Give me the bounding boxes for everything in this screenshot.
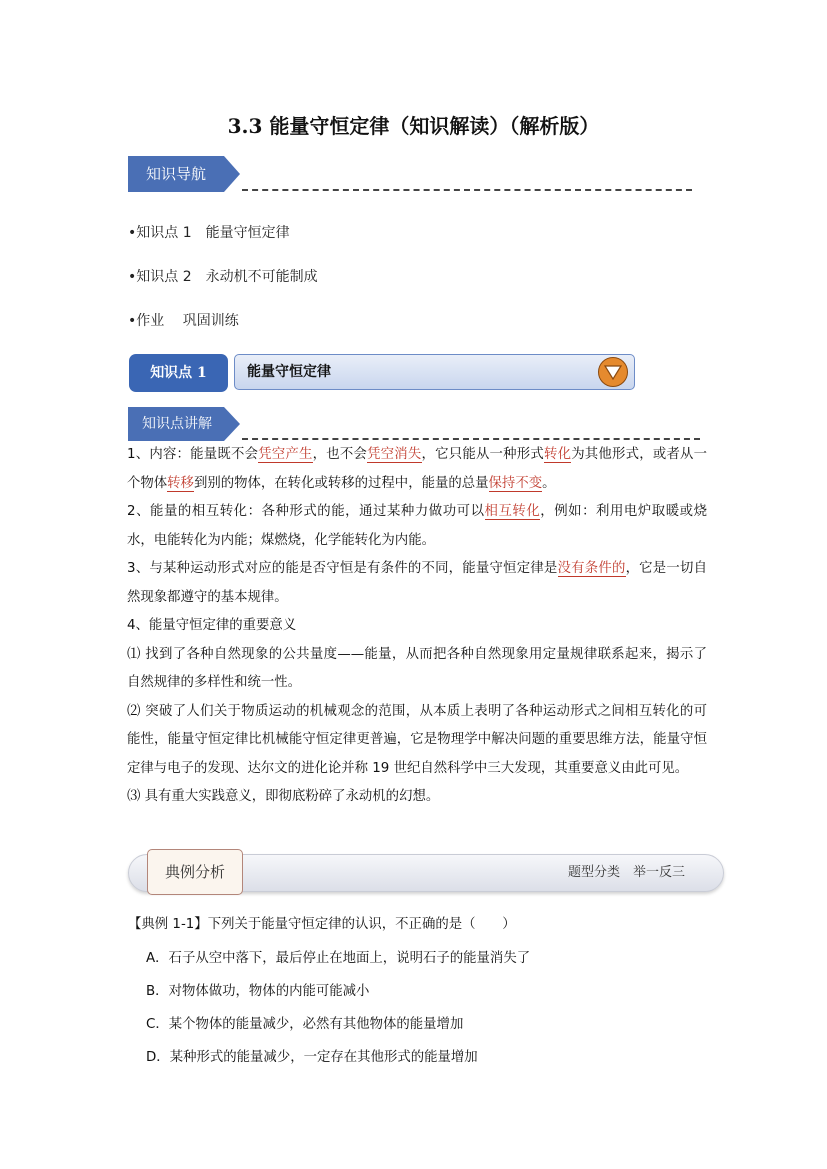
knowledge-point-title: 能量守恒定律 — [247, 364, 331, 380]
nav-item-2[interactable]: •知识点 2 永动机不可能制成 — [128, 269, 318, 285]
knowledge-point-badge: 知识点 1 — [129, 354, 228, 392]
paragraph-conversion: 2、能量的相互转化：各种形式的能，通过某种力做功可以相互转化，例如：利用电炉取暖或烧水，电能转化为内能；煤燃烧，化学能转化为内能。 — [127, 504, 708, 548]
paragraph-significance-3: ⑶ 具有重大实践意义，即彻底粉碎了永动机的幻想。 — [127, 789, 440, 804]
keyword: 保持不变 — [488, 475, 543, 491]
option-b[interactable]: B．对物体做功，物体的内能可能减小 — [146, 984, 370, 999]
nav-item-3[interactable]: •作业 巩固训练 — [128, 313, 239, 329]
page-title: 3.3 能量守恒定律（知识解读）（解析版） — [227, 114, 600, 138]
nav-section-tag: 知识导航 — [128, 156, 224, 192]
example-banner-subtitle: 题型分类 举一反三 — [567, 865, 685, 880]
option-d[interactable]: D．某种形式的能量减少，一定存在其他形式的能量增加 — [146, 1050, 478, 1065]
paragraph-significance-heading: 4、能量守恒定律的重要意义 — [127, 618, 297, 633]
option-a[interactable]: A．石子从空中落下，最后停止在地面上，说明石子的能量消失了 — [146, 951, 531, 966]
keyword: 转化 — [543, 447, 572, 462]
keyword: 相互转化 — [484, 504, 541, 519]
explain-section-tag: 知识点讲解 — [128, 407, 224, 441]
expand-toggle-icon[interactable] — [598, 357, 628, 387]
keyword: 凭空产生 — [258, 447, 313, 462]
explanation-body — [127, 441, 707, 812]
example-banner — [128, 854, 724, 892]
paragraph-conditions: 3、与某种运动形式对应的能是否守恒是有条件的不同，能量守恒定律是没有条件的，它是一切自然现象都遵守的基本规律。 — [127, 561, 708, 605]
section-divider — [242, 189, 692, 191]
nav-item-1[interactable]: •知识点 1 能量守恒定律 — [128, 225, 290, 241]
section-divider — [242, 438, 700, 440]
paragraph-significance-1: ⑴ 找到了各种自然现象的公共量度——能量，从而把各种自然现象用定量规律联系起来，揭示了自然规律的多样性和统一性。 — [127, 646, 707, 690]
explain-tag-arrow — [224, 407, 240, 441]
knowledge-point-bar[interactable] — [234, 354, 635, 390]
nav-tag-arrow — [224, 156, 240, 192]
keyword: 转移 — [167, 475, 194, 491]
paragraph-significance-2: ⑵ 突破了人们关于物质运动的机械观念的范围，从本质上表明了各种运动形式之间相互转化的可能性，能量守恒定律比机械能守恒定律更普遍，它是物理学中解决问题的重要思维方法，能量守恒定律与电子的发现、达尔文的进化论并称 19 世纪自然科学中三大发现，其重要意义由此可见。 — [127, 703, 707, 776]
keyword: 凭空消失 — [367, 447, 422, 462]
paragraph-content: 1、内容：能量既不会凭空产生，也不会凭空消失，它只能从一种形式转化为其他形式，或者从一个物体转移到别的物体，在转化或转移的过程中，能量的总量保持不变。 — [127, 447, 708, 491]
example-badge: 典例分析 — [147, 849, 243, 895]
option-c[interactable]: C．某个物体的能量减少，必然有其他物体的能量增加 — [146, 1017, 464, 1032]
question-stem: 【典例 1-1】下列关于能量守恒定律的认识，不正确的是（ ） — [128, 917, 516, 932]
keyword: 没有条件的 — [557, 561, 626, 576]
